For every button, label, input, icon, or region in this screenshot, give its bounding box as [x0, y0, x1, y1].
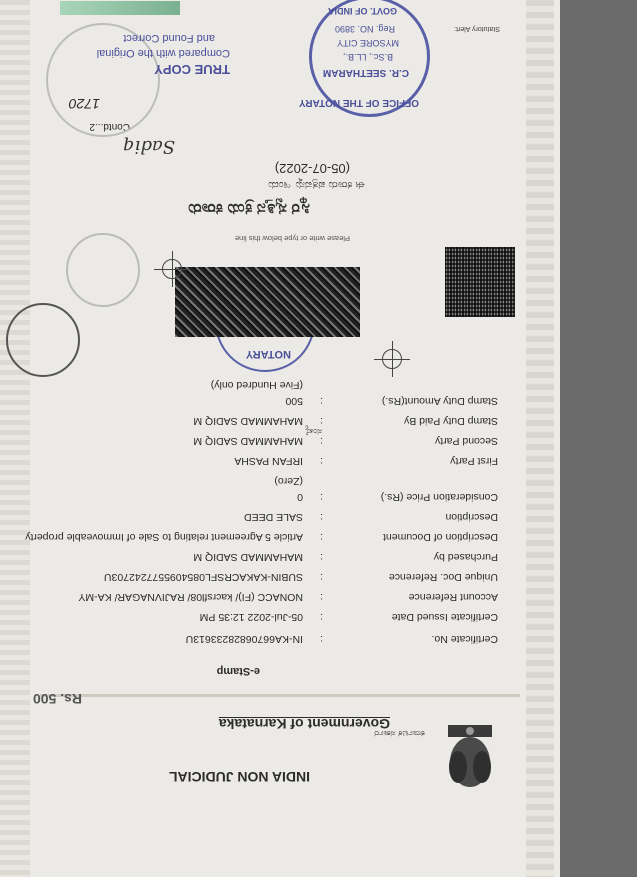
- value-consideration-price: 0: [297, 491, 303, 503]
- right-security-border: [0, 0, 30, 877]
- value-unique-doc-reference: SUBIN-KAKACRSFL0854095577242703U: [103, 571, 303, 583]
- registration-mark-left: [374, 341, 410, 377]
- kannada-government: ಕರ್ನಾಟಕ ಸರ್ಕಾರ: [374, 729, 425, 739]
- notary-stamp-title: NOTARY: [245, 348, 291, 360]
- label-consideration-price: Consideration Price (Rs.): [380, 491, 498, 503]
- estamp-label: e-Stamp: [216, 665, 260, 677]
- office-stamp-reg: Reg. NO. 3890: [334, 24, 395, 34]
- value-certificate-no: IN-KA66706828233613U: [185, 633, 303, 645]
- stamp-value: Rs. 500: [32, 691, 82, 707]
- value-account-reference: NONACC (FI)/ kacrsfl08/ RAJIVNAGAR/ KA-MY: [78, 591, 303, 603]
- value-stamp-duty-amount: 500: [285, 395, 303, 407]
- seal-stamp-left: [6, 303, 80, 377]
- kannada-text-line: ಈ ಕರಾರು ಪತ್ರವನ್ನು ಇಂದು: [268, 179, 365, 191]
- office-stamp-degree: B.Sc., LL.B.,: [342, 52, 393, 62]
- statutory-alert: Statutory Alert:: [454, 25, 500, 32]
- label-first-party: First Party: [450, 455, 498, 467]
- label-second-party: Second Party: [434, 435, 498, 447]
- label-description-of-document: Description of Document: [383, 531, 498, 543]
- value-description-of-document: Article 5 Agreement relating to Sale of Immoveable property: [25, 531, 303, 543]
- value-first-party: IRFAN PASHA: [234, 455, 303, 467]
- value-description: SALE DEED: [244, 511, 303, 523]
- value-issued-date: 05-Jul-2022 12:35 PM: [199, 611, 303, 623]
- label-certificate-no: Certificate No.: [431, 633, 498, 645]
- value-purchased-by: MAHAMMAD SADIQ M: [193, 551, 303, 563]
- left-security-border: [526, 0, 554, 877]
- green-highlight-mark: [60, 1, 180, 15]
- office-stamp-top: OFFICE OF THE NOTARY: [299, 97, 419, 108]
- kannada-stamp-caption: ಸಂಖ್ಯೆ: [305, 427, 322, 437]
- state-emblem-icon: [440, 717, 500, 797]
- office-of-notary-stamp: [299, 0, 430, 117]
- redacted-barcode: [175, 267, 360, 337]
- label-unique-doc-reference: Unique Doc. Reference: [388, 571, 498, 583]
- continued-label: Contd...2: [89, 121, 130, 132]
- signature: Sadiq: [123, 136, 175, 157]
- label-purchased-by: Purchased by: [433, 551, 498, 563]
- government-name: Government of Karnataka: [218, 716, 390, 732]
- document-heading: INDIA NON JUDICIAL: [168, 769, 310, 785]
- qr-code: [445, 247, 515, 317]
- office-stamp-name: C.R. SEETHARAM: [322, 67, 409, 78]
- handwritten-note: 1720: [68, 96, 100, 112]
- label-description: Description: [445, 511, 498, 523]
- value-stamp-duty-words: (Five Hundred only): [210, 379, 303, 391]
- registration-mark-right: [154, 251, 190, 287]
- true-copy-compared: Compared with the Original: [96, 47, 230, 59]
- stamp-paper-sheet: INDIA NON JUDICIAL Government of Karnataka ಕರ್ನಾಟಕ ಸರ್ಕಾರ Rs. 500 e-Stamp Certificate No.:IN-KA66706828233613U Certificate Issued Date:05-Jul-2022 12:35 PM Account Reference:NONACC (FI)/ kacrsfl08/ RAJIVNAGAR/ KA-MY Unique Doc. Reference:SUBIN-KAKACRSFL0854095577242703U Purchased by:MAHAMMAD SADIQ M Description of Document:Article 5 Agreement relating to Sale of Immoveable property Description:SALE DEED Consideration Price (Rs.):0 (Zero) First Party:IRFAN PASHA Second Party:MAHAMMAD SADIQ M Stamp Duty Paid By:MAHAMMAD SADIQ M Stamp Duty Amount(Rs.):500 (Five Hundred only) NOTARY ಸಂಖ್ಯೆ Please write or type below this line ಸ್ಥಿರ ಸ್ವತ್ತಿನ ಕ್ರಯ ಕರಾರು ಈ ಕರಾರು ಪತ್ರವನ್ನು ಇಂದು (05-07-2022) Sadiq Contd...2 OFFICE OF THE NOTARY C.R. SEETHARAM B.Sc., LL.B., MYSORE CITY Reg. NO. 3890 GOVT. OF INDIA TRUE COPY Compared with the Original and Found Correct 1720 Statutory Alert:: [0, 0, 560, 877]
- label-stamp-duty-paid-by: Stamp Duty Paid By: [404, 415, 498, 427]
- label-issued-date: Certificate Issued Date: [391, 611, 498, 623]
- value-second-party: MAHAMMAD SADIQ M: [193, 435, 303, 447]
- office-stamp-bottom: GOVT. OF INDIA: [327, 6, 397, 16]
- value-consideration-words: (Zero): [274, 475, 303, 487]
- true-copy-stamp: TRUE COPY: [154, 62, 230, 77]
- write-below-note: Please write or type below this line: [234, 234, 350, 243]
- date-handwritten: (05-07-2022): [274, 161, 350, 176]
- office-stamp-city: MYSORE CITY: [336, 38, 399, 48]
- label-account-reference: Account Reference: [408, 591, 498, 603]
- label-stamp-duty-amount: Stamp Duty Amount(Rs.): [381, 395, 498, 407]
- kannada-heading: ಸ್ಥಿರ ಸ್ವತ್ತಿನ ಕ್ರಯ ಕರಾರು: [188, 200, 310, 217]
- value-stamp-duty-paid-by: MAHAMMAD SADIQ M: [193, 415, 303, 427]
- faint-seal-right: [66, 233, 140, 307]
- true-copy-found: and Found Correct: [123, 32, 215, 44]
